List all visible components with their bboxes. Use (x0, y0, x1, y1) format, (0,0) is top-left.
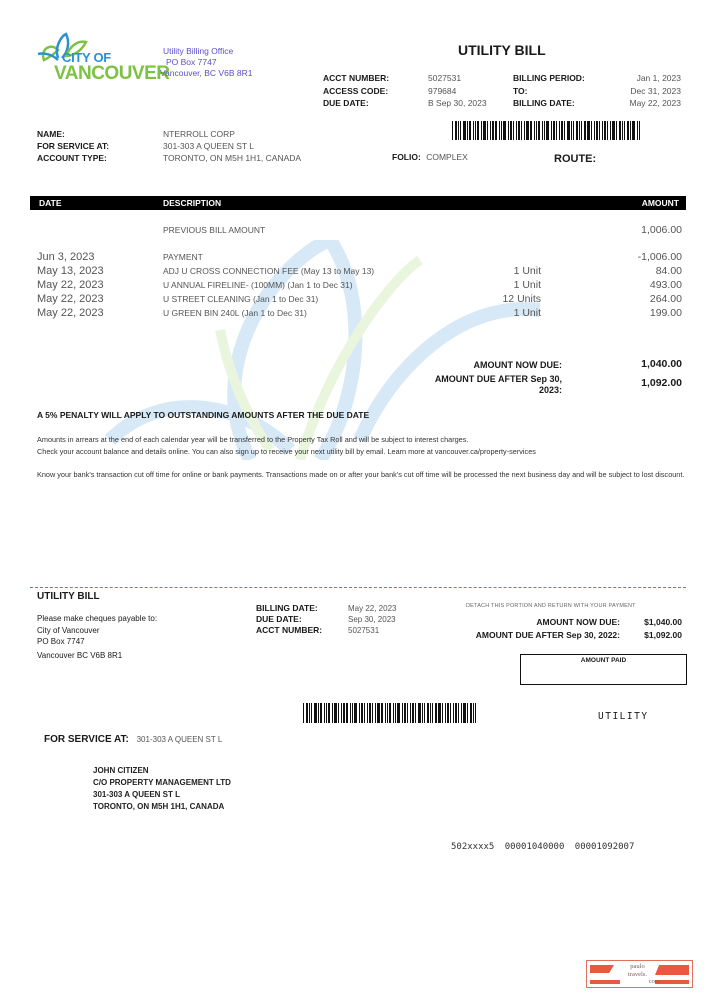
stub-service-at (44, 734, 222, 745)
table-row (37, 265, 682, 279)
office-city: Vancouver, BC V6B 8R1 (160, 68, 253, 78)
stub-row (256, 603, 396, 614)
stub-billing-date-label: BILLING DATE: (256, 603, 318, 613)
folio-label: FOLIO: (392, 152, 421, 162)
stub-acct-number-value: 5027531 (348, 626, 380, 635)
amount-due-after-value: 1,092.00 (641, 377, 682, 389)
folio-value: COMPLEX (426, 152, 468, 162)
logo-city-of: CITY OF (62, 50, 111, 65)
access-code-label: ACCESS CODE: (323, 85, 389, 96)
service-at-label: FOR SERVICE AT: (37, 141, 110, 151)
billing-office-address (160, 46, 253, 79)
date-column-header: DATE (39, 198, 62, 208)
stamp-bar (590, 965, 614, 973)
stub-details (256, 603, 396, 636)
customer-row (37, 152, 301, 164)
arrears-note: Amounts in arrears at the end of each calendar year will be transferred to the Property Tax Roll and will be subject to interest charges. (37, 435, 469, 444)
row-quantity: 1 Unit (513, 307, 541, 319)
table-row (37, 293, 682, 307)
billing-period-label: BILLING PERIOD: (513, 73, 585, 83)
row-description: U STREET CLEANING (Jan 1 to Dec 31) (163, 294, 319, 304)
stamp-text (615, 963, 660, 986)
stub-due-date-value: Sep 30, 2023 (348, 615, 396, 624)
stamp-line: paulo (630, 963, 645, 970)
row-amount: 84.00 (655, 265, 682, 277)
mailing-street: 301-303 A QUEEN ST L (93, 790, 180, 799)
period-to-label: TO: (513, 85, 528, 96)
due-date-label: DUE DATE: (323, 98, 369, 108)
stub-service-at-label: FOR SERVICE AT: (44, 734, 129, 745)
row-date: Jun 3, 2023 (37, 251, 95, 263)
stub-acct-number-label: ACCT NUMBER: (256, 625, 323, 635)
row-description: U ANNUAL FIRELINE- (100MM) (Jan 1 to Dec 31) (163, 280, 353, 290)
acct-number-label: ACCT NUMBER: (323, 73, 390, 83)
account-type-value: TORONTO, ON M5H 1H1, CANADA (163, 153, 302, 163)
stamp-bar (655, 965, 689, 975)
summary-row (323, 72, 681, 85)
service-at-value: 301-303 A QUEEN ST L (163, 141, 255, 151)
stamp-bar (655, 980, 689, 984)
bill-title: UTILITY BILL (458, 42, 546, 58)
row-date: May 22, 2023 (37, 279, 104, 291)
stub-now-due-row (420, 616, 682, 629)
mailing-address (93, 765, 231, 813)
amount-paid-field[interactable] (520, 654, 687, 685)
barcode-top (452, 121, 641, 140)
detach-divider (30, 587, 686, 588)
billing-period-value: Jan 1, 2023 (636, 73, 681, 83)
amount-due-after-label: AMOUNT DUE AFTER Sep 30, (434, 374, 562, 384)
payable-to (37, 613, 157, 661)
summary-row (323, 97, 681, 110)
row-amount: 199.00 (649, 307, 682, 319)
row-date: May 22, 2023 (37, 307, 104, 319)
name-label: NAME: (37, 129, 65, 139)
route-label: ROUTE: (554, 153, 597, 165)
watermark-stamp (586, 960, 693, 988)
payable-city: Vancouver BC V6B 8R1 (37, 650, 123, 660)
row-quantity: 1 Unit (513, 265, 541, 277)
name-value: NTERROLL CORP (163, 129, 235, 139)
customer-row (37, 140, 301, 152)
stub-row (256, 614, 396, 625)
notes (37, 434, 687, 480)
stub-service-at-value: 301-303 A QUEEN ST L (136, 735, 223, 744)
ocr-scan-line: 502xxxx5 00001040000 00001092007 (451, 842, 635, 852)
city-logo (36, 32, 170, 87)
barcode-bottom (303, 703, 478, 723)
stub-amounts (420, 616, 682, 642)
detach-instruction: DETACH THIS PORTION AND RETURN WITH YOUR PAYMENT (466, 603, 636, 609)
amount-paid-label: AMOUNT PAID (580, 657, 627, 664)
stamp-line: travels. (628, 970, 647, 978)
row-description: ADJ U CROSS CONNECTION FEE (May 13 to May 13) (163, 266, 375, 276)
stub-after-label: AMOUNT DUE AFTER Sep 30, 2022: (475, 630, 620, 640)
amount-column-header: AMOUNT (641, 198, 679, 208)
penalty-notice: A 5% PENALTY WILL APPLY TO OUTSTANDING AMOUNTS AFTER THE DUE DATE (37, 410, 370, 420)
amount-now-due-label: AMOUNT NOW DUE: (473, 360, 562, 370)
summary-row (323, 85, 681, 98)
stub-after-row (420, 629, 682, 642)
table-row (37, 224, 682, 238)
customer-info (37, 128, 301, 164)
stamp-line: com (648, 978, 660, 985)
utility-code: UTILITY (598, 711, 649, 722)
row-date: May 22, 2023 (37, 293, 104, 305)
stub-due-date-label: DUE DATE: (256, 614, 302, 624)
period-to-value: Dec 31, 2023 (630, 85, 681, 96)
stub-now-due-value: $1,040.00 (644, 617, 682, 627)
amount-now-due-value: 1,040.00 (641, 358, 682, 370)
due-date-value: B Sep 30, 2023 (428, 98, 487, 108)
account-summary (323, 72, 681, 110)
description-column-header: DESCRIPTION (163, 198, 222, 208)
folio (392, 152, 468, 162)
table-row (37, 251, 682, 265)
bank-cutoff-note: Know your bank's transaction cut off time for online or bank payments. Transactions made on or after your bank's cut off time will be processed the next business day and will be subject to lost discount. (37, 470, 685, 479)
payable-name: City of Vancouver (37, 625, 100, 635)
office-po-box: PO Box 7747 (166, 57, 217, 67)
row-description: U GREEN BIN 240L (Jan 1 to Dec 31) (163, 308, 307, 318)
acct-number-value: 5027531 (428, 73, 462, 83)
row-amount: 264.00 (649, 293, 682, 305)
account-type-label: ACCOUNT TYPE: (37, 153, 107, 163)
row-amount: 493.00 (649, 279, 682, 291)
amount-due-after-label-year: 2023: (538, 385, 562, 395)
table-row (37, 279, 682, 293)
charges-table-header (30, 196, 686, 210)
billing-date-label: BILLING DATE: (513, 98, 575, 108)
row-description: PAYMENT (163, 252, 203, 262)
online-note: Check your account balance and details online. You can also sign up to receive your next utility bill by email. Learn more at vancouver.ca/property-services (37, 447, 536, 456)
row-quantity: 1 Unit (513, 279, 541, 291)
stub-title: UTILITY BILL (37, 591, 100, 602)
row-description: PREVIOUS BILL AMOUNT (163, 225, 266, 235)
mailing-city: TORONTO, ON M5H 1H1, CANADA (93, 802, 225, 811)
stub-now-due-label: AMOUNT NOW DUE: (536, 617, 620, 627)
mailing-name: JOHN CITIZEN (93, 766, 149, 775)
row-amount: -1,006.00 (637, 251, 682, 263)
row-date: May 13, 2023 (37, 265, 104, 277)
logo-vancouver: VANCOUVER (54, 63, 170, 84)
stub-after-value: $1,092.00 (644, 630, 682, 640)
customer-row (37, 128, 301, 140)
office-name: Utility Billing Office (163, 46, 234, 56)
payable-instruction: Please make cheques payable to: (37, 614, 158, 623)
mailing-care-of: C/O PROPERTY MANAGEMENT LTD (93, 778, 231, 787)
access-code-value: 979684 (428, 85, 457, 96)
row-quantity: 12 Units (502, 293, 541, 305)
payable-po-box: PO Box 7747 (37, 637, 85, 646)
row-amount: 1,006.00 (641, 224, 682, 236)
stub-row (256, 625, 396, 636)
billing-date-value: May 22, 2023 (629, 98, 681, 108)
table-row (37, 307, 682, 321)
stub-billing-date-value: May 22, 2023 (348, 604, 397, 613)
